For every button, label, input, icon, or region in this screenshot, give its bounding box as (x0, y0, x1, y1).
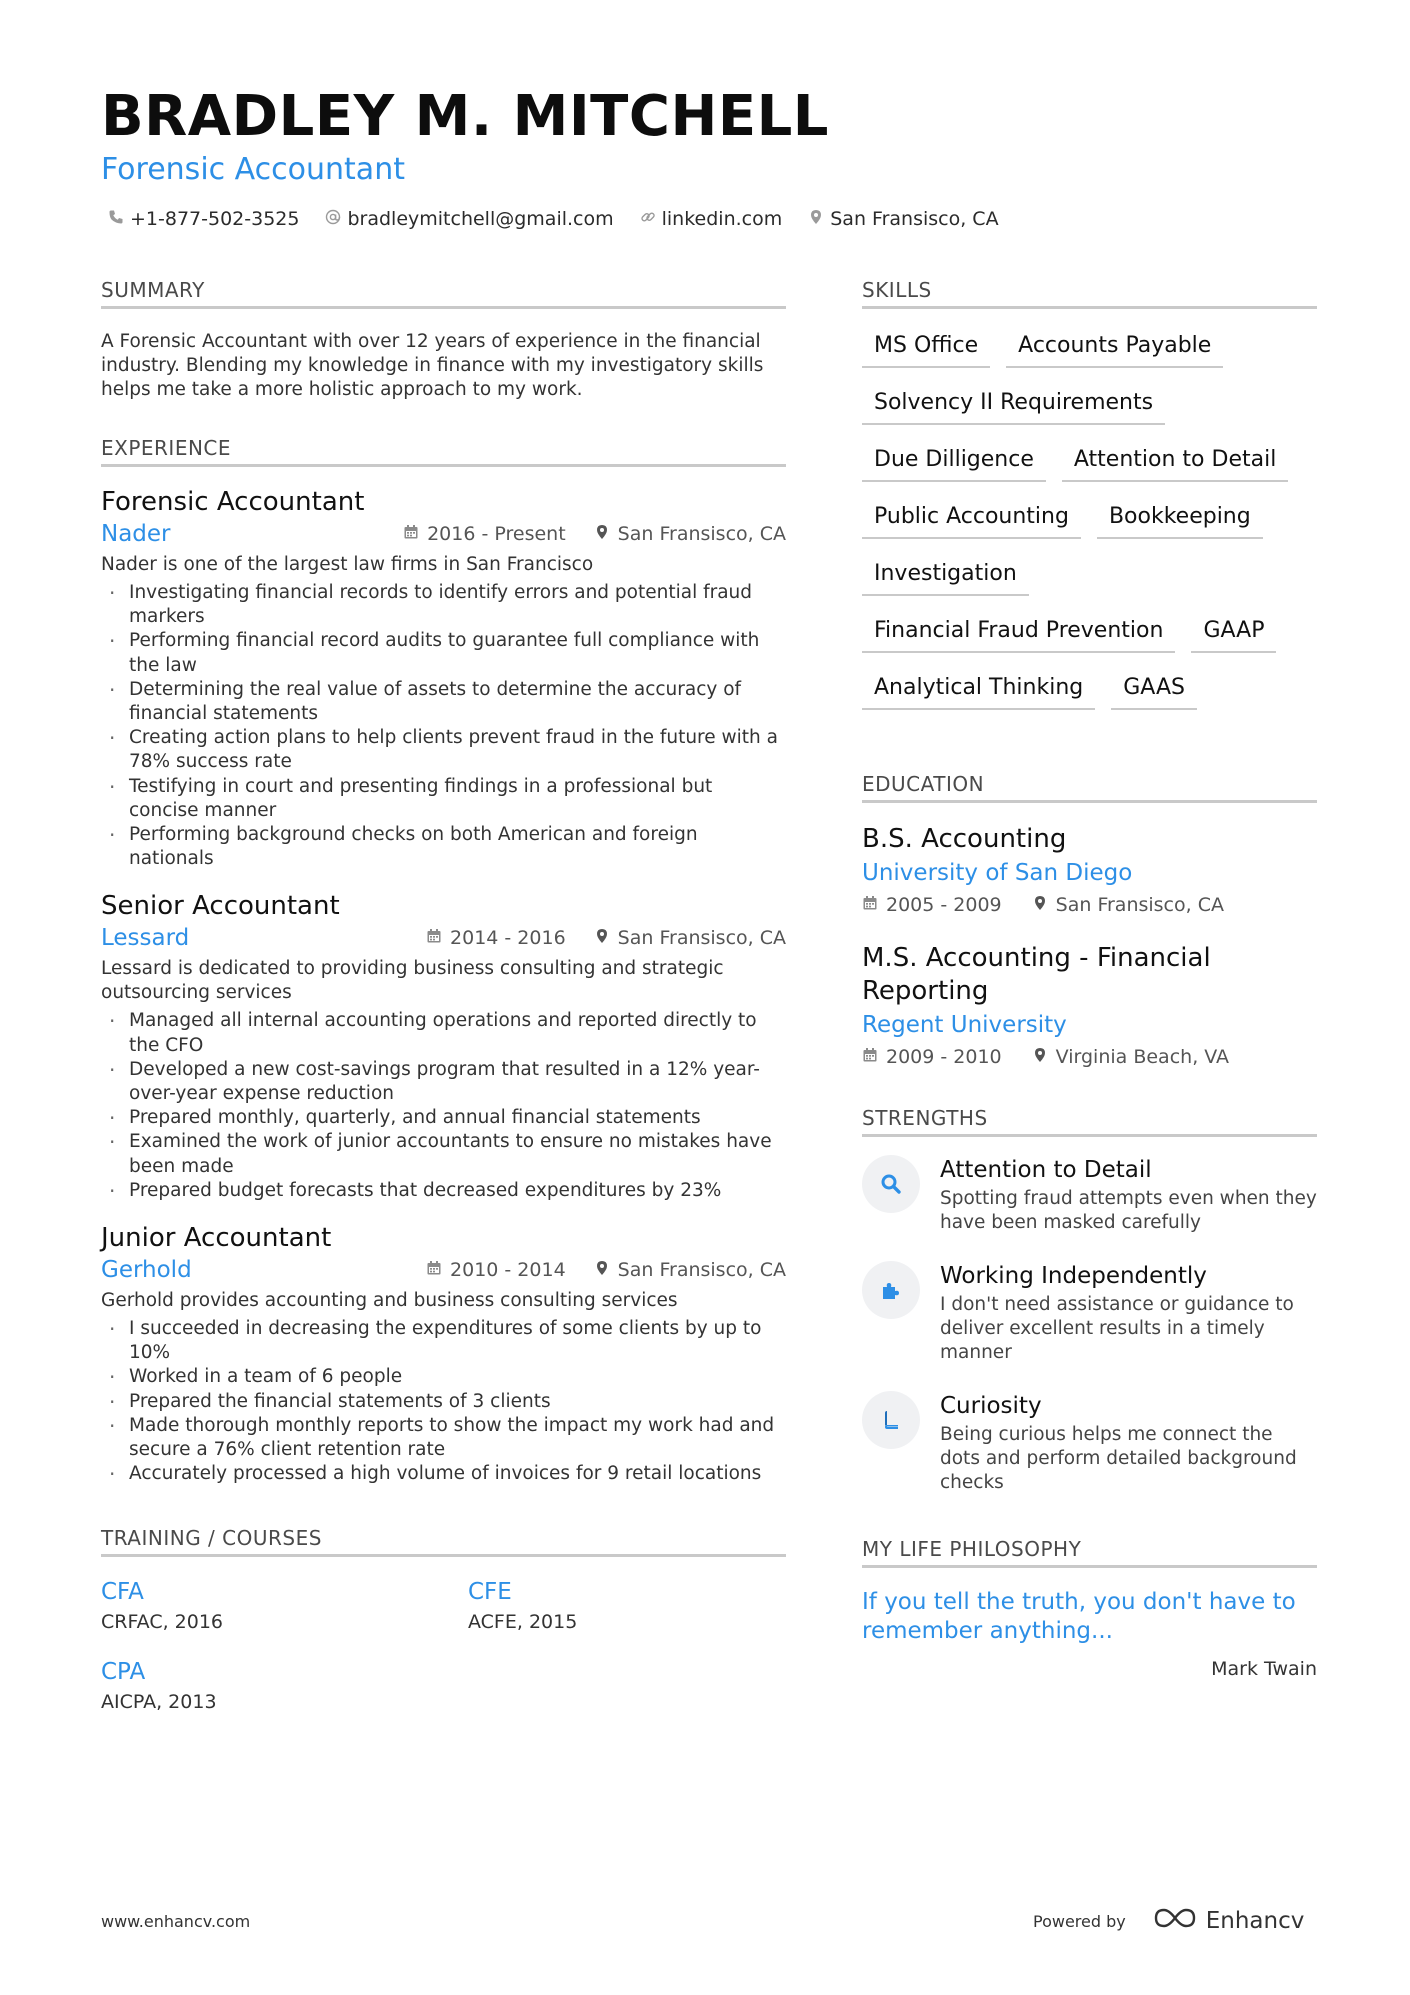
skill-tag: Solvency II Requirements (862, 386, 1165, 425)
summary-section (101, 278, 786, 402)
strength-item (862, 1261, 1317, 1365)
education-dates: 2009 - 2010 (886, 1046, 1002, 1068)
strength-item (862, 1391, 1317, 1495)
job-dates: 2010 - 2014 (450, 1259, 566, 1282)
job-bullet: · Worked in a team of 6 people (101, 1365, 786, 1389)
left-column (101, 278, 786, 1747)
contact-location (808, 208, 998, 230)
job-bullet: · Made thorough monthly reports to show the impact my work had and secure a 76% client retention rate (101, 1414, 786, 1462)
job-description: Gerhold provides accounting and business consulting services (101, 1290, 678, 1312)
contact-email[interactable] (325, 208, 613, 230)
job-bullet: · Testifying in court and presenting findings in a professional but concise manner (101, 775, 786, 823)
phone-icon (108, 208, 124, 230)
education-dates: 2005 - 2009 (886, 894, 1002, 916)
philosophy-quote: If you tell the truth, you don't have to remember anything... (862, 1589, 1296, 1644)
phone-text: +1-877-502-3525 (130, 208, 300, 230)
job-bullet: · Accurately processed a high volume of invoices for 9 retail locations (101, 1462, 786, 1486)
job-entry (101, 485, 786, 871)
skill-tag: Investigation (862, 557, 1029, 596)
powered-by-label: Powered by (1033, 1911, 1126, 1931)
puzzle-icon (862, 1261, 920, 1319)
calendar-icon (403, 523, 419, 545)
skill-tag: Accounts Payable (1006, 329, 1223, 368)
job-bullet: · Managed all internal accounting operations and reported directly to the CFO (101, 1009, 786, 1057)
job-location: San Fransisco, CA (617, 927, 786, 950)
course-org: CRFAC, 2016 (101, 1611, 224, 1634)
training-title: TRAINING / COURSES (101, 1526, 786, 1557)
experience-title: EXPERIENCE (101, 436, 786, 467)
skill-tags (862, 329, 1317, 710)
job-location: San Fransisco, CA (617, 523, 786, 545)
candidate-name: BRADLEY M. MITCHELL (101, 84, 829, 149)
job-dates: 2014 - 2016 (450, 927, 566, 950)
school-name[interactable]: University of San Diego (862, 860, 1133, 886)
at-icon (325, 208, 341, 230)
location-text: San Fransisco, CA (830, 208, 999, 230)
strength-item (862, 1155, 1317, 1235)
calendar-icon (426, 1259, 442, 1281)
strengths-title: STRENGTHS (862, 1106, 1317, 1137)
book-icon (862, 1391, 920, 1449)
footer-url[interactable]: www.enhancv.com (101, 1912, 251, 1931)
location-pin-icon (808, 208, 824, 230)
skill-tag: Bookkeeping (1097, 500, 1263, 539)
strength-description: Being curious helps me connect the dots and perform detailed background checks (940, 1424, 1297, 1493)
job-bullet: · Investigating financial records to identify errors and potential fraud markers (101, 581, 786, 629)
location-pin-icon (1032, 894, 1048, 916)
email-text: bradleymitchell@gmail.com (347, 208, 614, 230)
skill-tag: Attention to Detail (1062, 443, 1288, 482)
link-icon (640, 208, 656, 230)
course-item (101, 1659, 468, 1713)
job-title: Junior Accountant (101, 1223, 332, 1254)
job-bullet: · Performing financial record audits to guarantee full compliance with the law (101, 629, 786, 677)
location-pin-icon (594, 1259, 610, 1281)
degree: B.S. Accounting (862, 824, 1067, 854)
education-entry (862, 823, 1317, 916)
strength-title: Working Independently (940, 1263, 1207, 1289)
job-bullet: · Developed a new cost-savings program that resulted in a 12% year-over-year expense reduction (101, 1058, 786, 1106)
strengths-section (862, 1106, 1317, 1495)
strength-title: Curiosity (940, 1393, 1042, 1419)
strength-description: Spotting fraud attempts even when they have been masked carefully (940, 1188, 1317, 1233)
job-bullet: · I succeeded in decreasing the expenditures of some clients by up to 10% (101, 1317, 786, 1365)
philosophy-section (862, 1537, 1317, 1680)
course-item (101, 1579, 468, 1633)
location-pin-icon (594, 927, 610, 949)
course-org: AICPA, 2013 (101, 1691, 217, 1714)
search-icon (862, 1155, 920, 1213)
right-column (862, 278, 1317, 1714)
skill-tag: Financial Fraud Prevention (862, 614, 1175, 653)
skill-tag: Due Dilligence (862, 443, 1046, 482)
summary-title: SUMMARY (101, 278, 786, 309)
calendar-icon (862, 894, 878, 916)
course-grid (101, 1579, 786, 1713)
job-description: Lessard is dedicated to providing business consulting and strategic outsourcing services (101, 958, 724, 1004)
skills-title: SKILLS (862, 278, 1317, 309)
company-name[interactable]: Nader (101, 521, 171, 547)
job-description: Nader is one of the largest law firms in San Francisco (101, 554, 594, 575)
education-location: Virginia Beach, VA (1055, 1046, 1230, 1068)
course-org: ACFE, 2015 (468, 1611, 578, 1634)
linkedin-text: linkedin.com (661, 208, 783, 230)
job-bullet: · Examined the work of junior accountants to ensure no mistakes have been made (101, 1130, 786, 1178)
education-title: EDUCATION (862, 772, 1317, 803)
job-bullet: · Performing background checks on both American and foreign nationals (101, 823, 786, 871)
brand-name: Enhancv (1205, 1908, 1305, 1934)
course-name: CFE (468, 1579, 512, 1606)
job-entry (101, 889, 786, 1203)
calendar-icon (862, 1046, 878, 1068)
job-dates: 2016 - Present (427, 523, 566, 545)
school-name[interactable]: Regent University (862, 1012, 1067, 1038)
company-name[interactable]: Lessard (101, 925, 190, 952)
summary-text: A Forensic Accountant with over 12 years of experience in the financial industry. Blending my knowledge in finance with my investigatory skills helps me take a more holistic approach to my work. (101, 331, 764, 400)
skill-tag: Analytical Thinking (862, 671, 1095, 710)
education-entry (862, 942, 1317, 1068)
education-section (862, 772, 1317, 1068)
skill-tag: MS Office (862, 329, 990, 368)
location-pin-icon (594, 523, 610, 545)
course-name: CFA (101, 1579, 144, 1606)
job-bullet: · Prepared budget forecasts that decreased expenditures by 23% (101, 1179, 786, 1203)
company-name[interactable]: Gerhold (101, 1257, 192, 1284)
candidate-role: Forensic Accountant (101, 152, 405, 187)
job-bullet: · Determining the real value of assets to determine the accuracy of financial statements (101, 678, 786, 726)
brand-logo (1152, 1906, 1305, 1936)
calendar-icon (426, 927, 442, 949)
job-bullet: · Prepared the financial statements of 3 clients (101, 1390, 786, 1414)
job-title: Senior Accountant (101, 891, 340, 922)
experience-section (101, 436, 786, 1486)
skill-tag: Public Accounting (862, 500, 1081, 539)
job-meta (101, 521, 786, 547)
philosophy-title: MY LIFE PHILOSOPHY (862, 1537, 1317, 1568)
infinity-icon (1152, 1906, 1198, 1936)
job-meta (101, 1257, 786, 1283)
degree: M.S. Accounting - Financial Reporting (862, 943, 1211, 1006)
job-bullets (101, 1009, 786, 1203)
course-item (468, 1579, 786, 1633)
quote-author: Mark Twain (1211, 1658, 1317, 1680)
job-meta (101, 925, 786, 951)
job-bullet: · Creating action plans to help clients prevent fraud in the future with a 78% success rate (101, 726, 786, 774)
course-name: CPA (101, 1659, 146, 1686)
job-bullets (101, 1317, 786, 1486)
contact-linkedin[interactable] (640, 208, 783, 230)
powered-by[interactable] (1033, 1906, 1304, 1936)
contact-bar (108, 208, 999, 230)
skills-section (862, 278, 1317, 710)
job-bullet: · Prepared monthly, quarterly, and annual financial statements (101, 1106, 786, 1130)
training-section (101, 1526, 786, 1713)
location-pin-icon (1032, 1046, 1048, 1068)
strength-title: Attention to Detail (940, 1157, 1152, 1183)
job-location: San Fransisco, CA (617, 1259, 786, 1282)
job-title: Forensic Accountant (101, 487, 365, 517)
strength-description: I don't need assistance or guidance to deliver excellent results in a timely manner (940, 1294, 1294, 1363)
job-bullets (101, 581, 786, 871)
skill-tag: GAAS (1111, 671, 1197, 710)
job-entry (101, 1221, 786, 1486)
contact-phone[interactable] (108, 208, 299, 230)
education-location: San Fransisco, CA (1055, 894, 1224, 916)
skill-tag: GAAP (1191, 614, 1276, 653)
